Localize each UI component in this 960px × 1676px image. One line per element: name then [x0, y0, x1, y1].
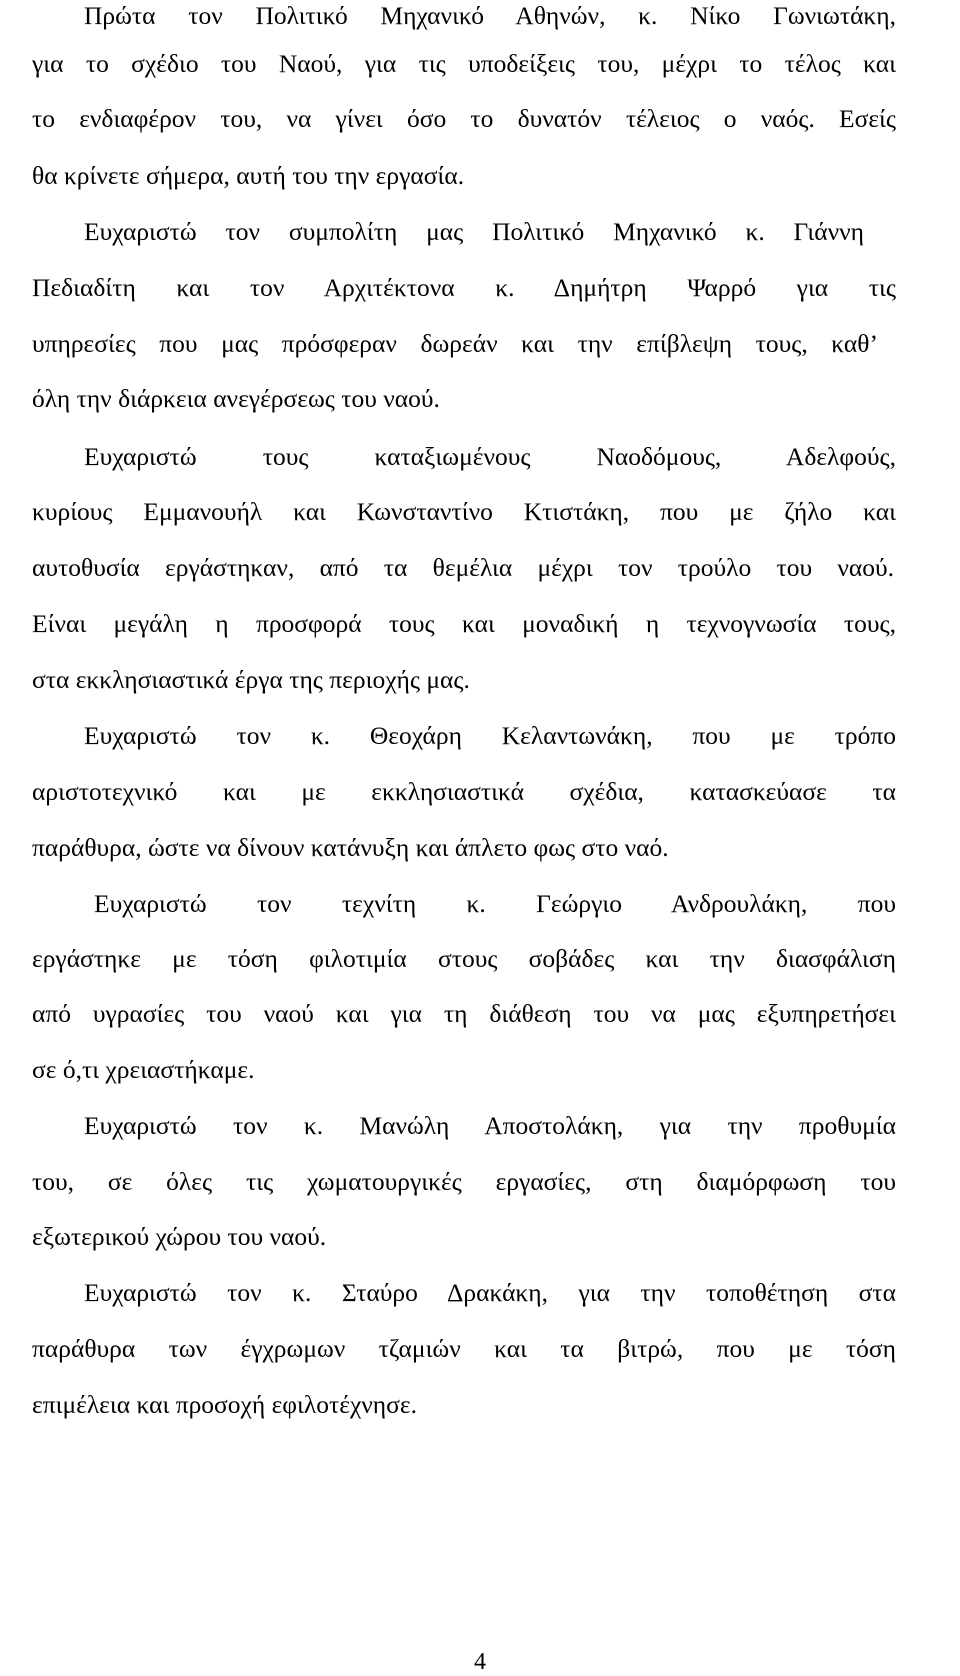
text-line: του, σε όλες τις χωματουργικές εργασίες, στη διαμόρφωση του [32, 1167, 896, 1196]
text-line: θα κρίνετε σήμερα, αυτή του την εργασία. [32, 161, 465, 190]
text-line: Ευχαριστώ τον συμπολίτη μας Πολιτικό Μηχανικό κ. Γιάννη [84, 217, 864, 246]
page-number: 4 [474, 1649, 486, 1675]
text-line: στα εκκλησιαστικά έργα της περιοχής μας. [32, 665, 470, 694]
text-line: υπηρεσίες που μας πρόσφεραν δωρεάν και την επίβλεψη τους, καθ’ [32, 329, 878, 358]
text-line: Πεδιαδίτη και τον Αρχιτέκτονα κ. Δημήτρη Ψαρρό για τις [32, 273, 896, 302]
text-line: εξωτερικού χώρου του ναού. [32, 1222, 327, 1251]
text-line: από υγρασίες του ναού και για τη διάθεση του να μας εξυπηρετήσει [32, 999, 896, 1028]
text-line: Ευχαριστώ τον κ. Μανώλη Αποστολάκη, για την προθυμία [84, 1111, 896, 1140]
text-line: αριστοτεχνικό και με εκκλησιαστικά σχέδια, κατασκεύασε τα [32, 777, 896, 806]
text-line: Είναι μεγάλη η προσφορά τους και μοναδική η τεχνογνωσία τους, [32, 609, 896, 638]
text-line: επιμέλεια και προσοχή εφιλοτέχνησε. [32, 1390, 417, 1419]
text-line: όλη την διάρκεια ανεγέρσεως του ναού. [32, 384, 440, 413]
text-line: παράθυρα, ώστε να δίνουν κατάνυξη και άπλετο φως στο ναό. [32, 833, 669, 862]
text-line: Πρώτα τον Πολιτικό Μηχανικό Αθηνών, κ. Νίκο Γωνιωτάκη, [84, 1, 896, 30]
text-line: σε ό,τι χρειαστήκαμε. [32, 1055, 255, 1084]
text-line: κυρίους Εμμανουήλ και Κωνσταντίνο Κτιστάκη, που με ζήλο και [32, 497, 896, 526]
text-line: Ευχαριστώ τον κ. Θεοχάρη Κελαντωνάκη, που με τρόπο [84, 721, 896, 750]
text-line: για το σχέδιο του Ναού, για τις υποδείξεις του, μέχρι το τέλος και [32, 49, 896, 78]
text-line: Ευχαριστώ τους καταξιωμένους Ναοδόμους, Αδελφούς, [84, 442, 896, 471]
text-line: παράθυρα των έγχρωμων τζαμιών και τα βιτρώ, που με τόση [32, 1334, 896, 1363]
text-line: αυτοθυσία εργάστηκαν, από τα θεμέλια μέχρι τον τρούλο του ναού. [32, 553, 894, 582]
text-line: Ευχαριστώ τον τεχνίτη κ. Γεώργιο Ανδρουλάκη, που [94, 889, 896, 918]
text-line: εργάστηκε με τόση φιλοτιμία στους σοβάδες και την διασφάλιση [32, 944, 896, 973]
text-line: το ενδιαφέρον του, να γίνει όσο το δυνατόν τέλειος ο ναός. Εσείς [32, 104, 896, 133]
text-line: Ευχαριστώ τον κ. Σταύρο Δρακάκη, για την τοποθέτηση στα [84, 1278, 896, 1307]
